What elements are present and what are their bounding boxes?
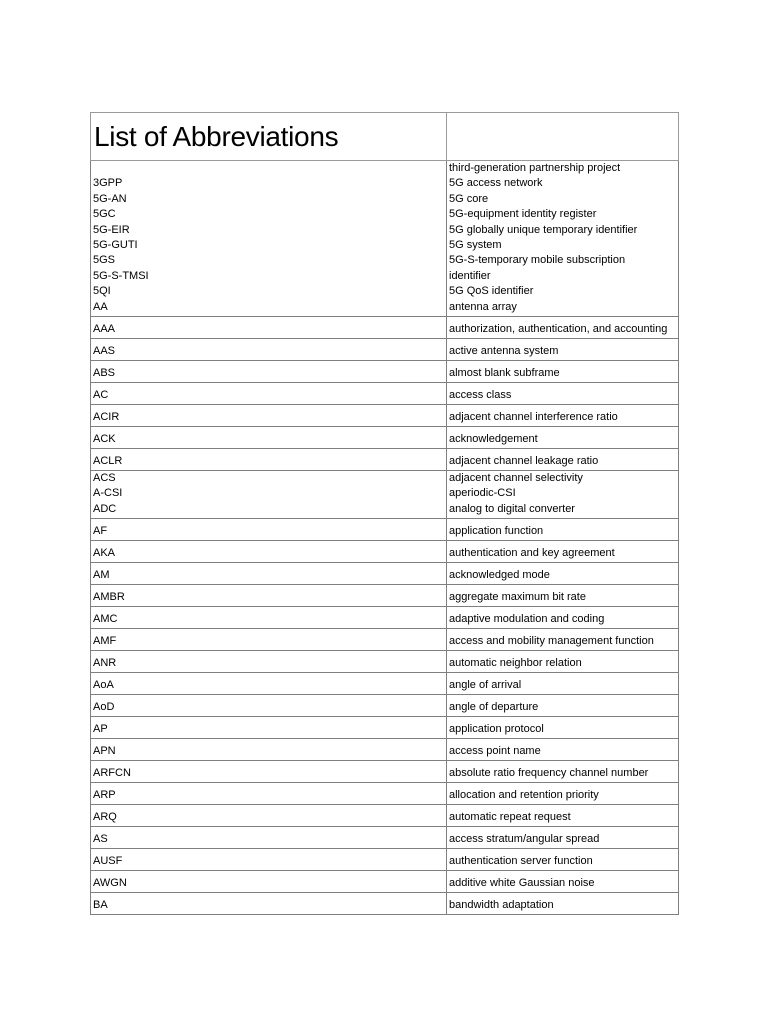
definition-text: acknowledged mode <box>449 568 550 581</box>
abbreviation-text: ANR <box>93 656 117 669</box>
abbreviation-text: ARFCN <box>93 766 131 779</box>
abbreviation-lines <box>93 744 444 759</box>
abbreviation-lines <box>93 454 444 469</box>
abbreviation-lines <box>93 432 444 447</box>
table-row <box>91 339 679 361</box>
definition-text: authentication server function <box>449 854 593 867</box>
abbreviation-text: AA <box>93 300 108 313</box>
definition-cell <box>447 651 679 673</box>
definition-lines <box>449 322 676 337</box>
definition-lines <box>449 388 676 403</box>
abbreviation-cell <box>91 449 447 471</box>
abbreviation-lines <box>93 546 444 561</box>
abbreviation-lines <box>93 176 444 315</box>
abbreviation-cell <box>91 585 447 607</box>
definition-text: antenna array <box>449 300 517 313</box>
abbreviation-text: AoA <box>93 678 114 691</box>
definition-cell <box>447 339 679 361</box>
abbreviation-lines <box>93 344 444 359</box>
title-row <box>91 113 679 161</box>
table-row <box>91 361 679 383</box>
definition-lines <box>449 854 676 869</box>
definition-lines <box>449 810 676 825</box>
definition-cell <box>447 541 679 563</box>
definition-text: acknowledgement <box>449 432 538 445</box>
abbreviation-lines <box>93 766 444 781</box>
definition-text: aggregate maximum bit rate <box>449 590 586 603</box>
definition-lines <box>449 366 676 381</box>
definition-text: 5G core <box>449 192 489 205</box>
definition-text: application protocol <box>449 722 544 735</box>
definition-cell <box>447 361 679 383</box>
definition-lines <box>449 744 676 759</box>
abbreviation-text: AP <box>93 722 108 735</box>
definition-lines <box>449 876 676 891</box>
abbreviation-text: 5G-S-TMSI <box>93 269 149 282</box>
table-row <box>91 629 679 651</box>
abbreviation-text: AAA <box>93 322 116 335</box>
table-row <box>91 471 679 519</box>
definition-lines <box>449 832 676 847</box>
abbreviation-lines <box>93 322 444 337</box>
definition-cell <box>447 629 679 651</box>
abbreviation-text: AS <box>93 832 108 845</box>
definition-cell <box>447 893 679 915</box>
abbreviation-cell <box>91 651 447 673</box>
table-row <box>91 651 679 673</box>
abbreviation-text: AUSF <box>93 854 123 867</box>
definition-lines <box>449 678 676 693</box>
definition-text: access class <box>449 388 512 401</box>
abbreviation-lines <box>93 388 444 403</box>
abbreviation-text: ARP <box>93 788 116 801</box>
table-row <box>91 695 679 717</box>
abbreviation-cell <box>91 827 447 849</box>
definition-lines <box>449 590 676 605</box>
definition-cell <box>447 871 679 893</box>
definition-text: active antenna system <box>449 344 559 357</box>
definition-lines <box>449 410 676 425</box>
abbreviation-text: ABS <box>93 366 116 379</box>
abbreviation-cell <box>91 783 447 805</box>
abbreviation-cell <box>91 339 447 361</box>
abbreviation-cell <box>91 629 447 651</box>
abbreviation-text: AMF <box>93 634 117 647</box>
abbreviation-lines <box>93 898 444 913</box>
table-row <box>91 805 679 827</box>
abbreviation-text: AoD <box>93 700 115 713</box>
definition-text: aperiodic-CSI <box>449 487 516 500</box>
definition-text: almost blank subframe <box>449 366 560 379</box>
abbreviation-lines <box>93 471 444 517</box>
definition-text: bandwidth adaptation <box>449 898 554 911</box>
definition-lines <box>449 788 676 803</box>
abbreviation-lines <box>93 788 444 803</box>
abbreviation-cell <box>91 717 447 739</box>
table-row <box>91 405 679 427</box>
definition-text: 5G globally unique temporary identifier <box>449 223 638 236</box>
abbreviation-cell <box>91 849 447 871</box>
definition-cell <box>447 783 679 805</box>
definition-lines <box>449 432 676 447</box>
abbreviation-text: ACIR <box>93 410 120 423</box>
abbreviation-lines <box>93 590 444 605</box>
abbreviation-text: ACLR <box>93 454 123 467</box>
abbreviation-text: ARQ <box>93 810 117 823</box>
abbreviation-text: AF <box>93 524 108 537</box>
abbreviation-text: 5GC <box>93 208 116 221</box>
abbreviation-cell <box>91 161 447 317</box>
definition-text: application function <box>449 524 544 537</box>
abbreviation-lines <box>93 854 444 869</box>
definition-lines <box>449 656 676 671</box>
definition-cell <box>447 673 679 695</box>
definition-cell <box>447 383 679 405</box>
definition-lines <box>449 471 676 517</box>
definition-cell <box>447 563 679 585</box>
definition-cell <box>447 519 679 541</box>
abbreviation-text: ACS <box>93 472 116 485</box>
table-row <box>91 893 679 915</box>
abbreviations-table-body <box>91 113 679 915</box>
definition-lines <box>449 161 676 315</box>
definition-text: allocation and retention priority <box>449 788 599 801</box>
definition-text: adaptive modulation and coding <box>449 612 605 625</box>
definition-lines <box>449 634 676 649</box>
title-empty-cell <box>447 113 679 161</box>
definition-cell <box>447 827 679 849</box>
definition-text: 5G-equipment identity register <box>449 208 597 221</box>
definition-lines <box>449 524 676 539</box>
table-row <box>91 827 679 849</box>
abbreviation-cell <box>91 805 447 827</box>
definition-text: access stratum/angular spread <box>449 832 600 845</box>
definition-lines <box>449 722 676 737</box>
table-row <box>91 541 679 563</box>
abbreviation-lines <box>93 634 444 649</box>
abbreviation-lines <box>93 612 444 627</box>
table-row <box>91 607 679 629</box>
abbreviation-text: 5QI <box>93 285 111 298</box>
abbreviation-text: BA <box>93 898 108 911</box>
definition-lines <box>449 568 676 583</box>
abbreviation-cell <box>91 739 447 761</box>
abbreviation-text: 5G-EIR <box>93 223 130 236</box>
abbreviation-lines <box>93 700 444 715</box>
abbreviation-text: 5GS <box>93 254 116 267</box>
definition-cell <box>447 161 679 317</box>
abbreviation-cell <box>91 383 447 405</box>
abbreviation-lines <box>93 366 444 381</box>
abbreviation-cell <box>91 761 447 783</box>
abbreviation-lines <box>93 832 444 847</box>
title-cell <box>91 113 447 161</box>
definition-text: 5G-S-temporary mobile subscription <box>449 254 626 267</box>
abbreviation-cell <box>91 871 447 893</box>
abbreviation-text: AWGN <box>93 876 127 889</box>
abbreviation-text: APN <box>93 744 116 757</box>
definition-text: identifier <box>449 269 491 282</box>
definition-text: 5G access network <box>449 177 543 190</box>
abbreviation-text: AM <box>93 568 110 581</box>
abbreviation-lines <box>93 810 444 825</box>
abbreviation-cell <box>91 673 447 695</box>
definition-cell <box>447 427 679 449</box>
abbreviation-text: 5G-GUTI <box>93 239 138 252</box>
definition-text: access and mobility management function <box>449 634 654 647</box>
definition-text: angle of arrival <box>449 678 522 691</box>
table-row <box>91 585 679 607</box>
abbreviation-text: AC <box>93 388 109 401</box>
definition-text: adjacent channel selectivity <box>449 472 583 485</box>
table-row <box>91 317 679 339</box>
abbreviation-text: A-CSI <box>93 487 123 500</box>
definition-lines <box>449 700 676 715</box>
definition-lines <box>449 898 676 913</box>
table-row <box>91 519 679 541</box>
abbreviation-cell <box>91 361 447 383</box>
abbreviation-cell <box>91 317 447 339</box>
abbreviation-text: AAS <box>93 344 116 357</box>
definition-text: 5G system <box>449 239 502 252</box>
abbreviation-text: AMBR <box>93 590 125 603</box>
abbreviation-text: 3GPP <box>93 177 123 190</box>
table-row <box>91 161 679 317</box>
table-row <box>91 849 679 871</box>
definition-cell <box>447 317 679 339</box>
abbreviations-table <box>90 112 679 915</box>
definition-cell <box>447 449 679 471</box>
abbreviation-lines <box>93 678 444 693</box>
abbreviation-text: ADC <box>93 502 117 515</box>
definition-cell <box>447 405 679 427</box>
definition-cell <box>447 717 679 739</box>
table-row <box>91 761 679 783</box>
definition-cell <box>447 695 679 717</box>
definition-lines <box>449 546 676 561</box>
definition-cell <box>447 761 679 783</box>
definition-text: adjacent channel interference ratio <box>449 410 618 423</box>
table-row <box>91 427 679 449</box>
table-row <box>91 871 679 893</box>
abbreviation-text: ACK <box>93 432 116 445</box>
abbreviation-lines <box>93 410 444 425</box>
abbreviation-cell <box>91 519 447 541</box>
abbreviation-cell <box>91 607 447 629</box>
definition-text: authorization, authentication, and accounting <box>449 322 668 335</box>
table-row <box>91 717 679 739</box>
table-row <box>91 739 679 761</box>
definition-cell <box>447 849 679 871</box>
abbreviation-text: AKA <box>93 546 116 559</box>
definition-cell <box>447 607 679 629</box>
abbreviation-lines <box>93 568 444 583</box>
definition-lines <box>449 344 676 359</box>
definition-lines <box>449 766 676 781</box>
abbreviation-text: 5G-AN <box>93 192 127 205</box>
definition-text: access point name <box>449 744 541 757</box>
definition-text: authentication and key agreement <box>449 546 615 559</box>
definition-text: 5G QoS identifier <box>449 285 534 298</box>
definition-text: third-generation partnership project <box>449 162 621 174</box>
definition-cell <box>447 739 679 761</box>
definition-cell <box>447 585 679 607</box>
abbreviation-cell <box>91 563 447 585</box>
table-row <box>91 563 679 585</box>
definition-text: automatic neighbor relation <box>449 656 582 669</box>
definition-cell <box>447 805 679 827</box>
abbreviation-lines <box>93 722 444 737</box>
abbreviation-lines <box>93 656 444 671</box>
abbreviation-lines <box>93 524 444 539</box>
definition-text: additive white Gaussian noise <box>449 876 595 889</box>
definition-text: analog to digital converter <box>449 502 575 515</box>
table-row <box>91 449 679 471</box>
definition-text: automatic repeat request <box>449 810 571 823</box>
definition-text: adjacent channel leakage ratio <box>449 454 599 467</box>
page-title: List of Abbreviations <box>94 120 339 152</box>
definition-text: absolute ratio frequency channel number <box>449 766 649 779</box>
definition-lines <box>449 454 676 469</box>
abbreviation-cell <box>91 427 447 449</box>
definition-text: angle of departure <box>449 700 539 713</box>
abbreviation-cell <box>91 541 447 563</box>
table-row <box>91 673 679 695</box>
abbreviation-cell <box>91 695 447 717</box>
abbreviation-lines <box>93 876 444 891</box>
abbreviation-cell <box>91 405 447 427</box>
table-row <box>91 383 679 405</box>
abbreviation-cell <box>91 893 447 915</box>
definition-lines <box>449 612 676 627</box>
abbreviation-text: AMC <box>93 612 118 625</box>
definition-cell <box>447 471 679 519</box>
table-row <box>91 783 679 805</box>
abbreviation-cell <box>91 471 447 519</box>
